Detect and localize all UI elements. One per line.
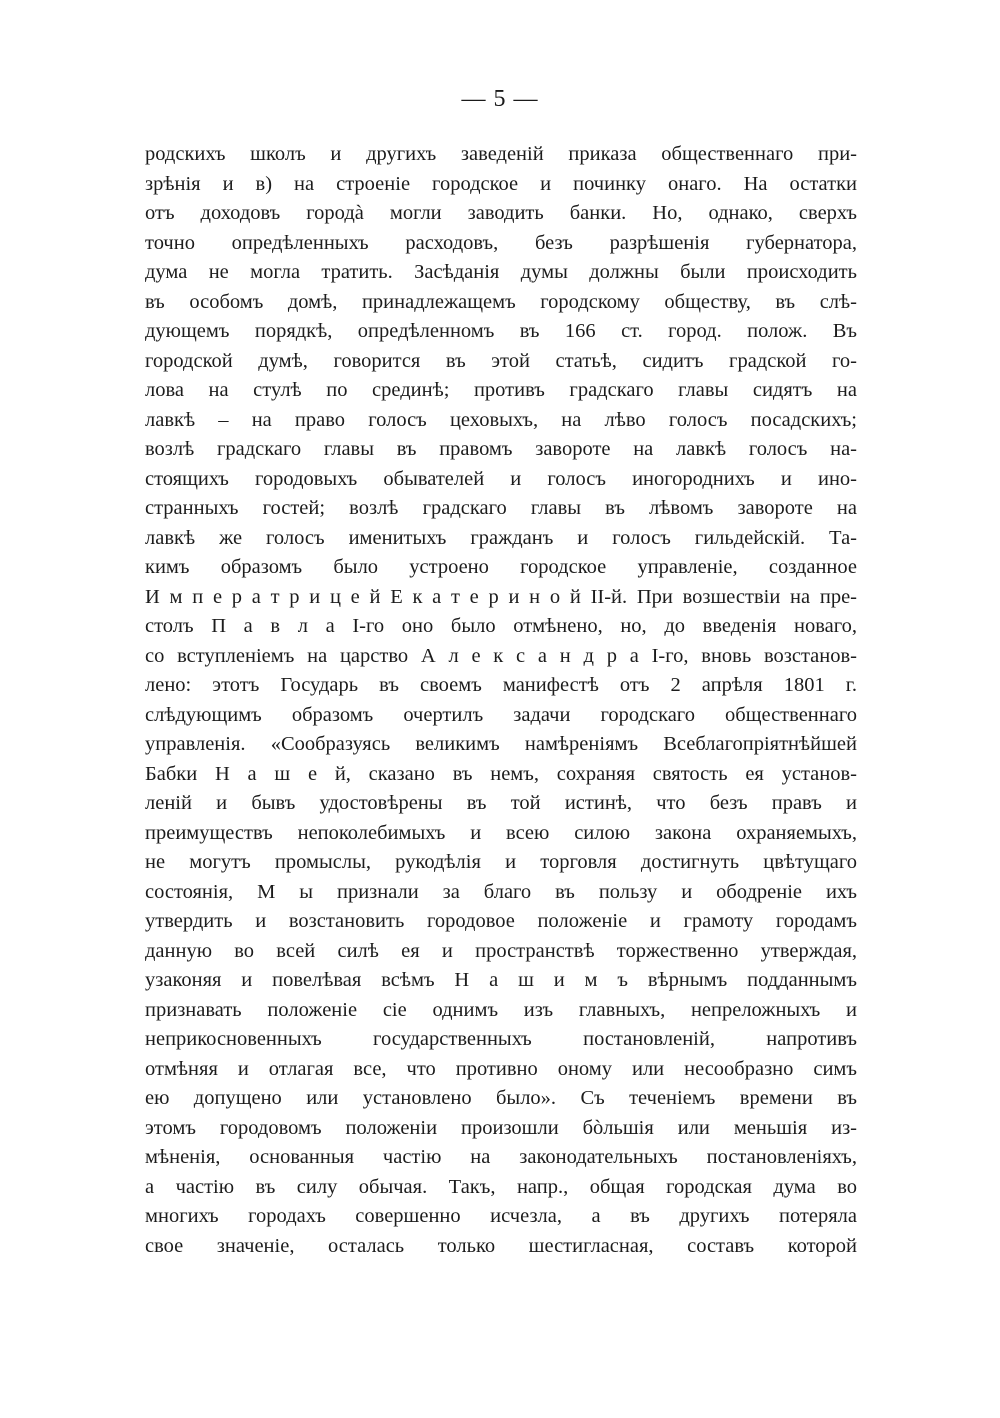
text-line: неприкосновенныхъ государственныхъ постановленій, напротивъ bbox=[145, 1028, 857, 1050]
text-line: столъ П а в л а I-го оно было отмѣнено, но, до введенія новаго, bbox=[145, 615, 857, 637]
text-line: данную во всей силѣ ея и пространствѣ торжественно утверждая, bbox=[145, 939, 857, 962]
text-line: городской думѣ, говорится въ этой статьѣ, сидитъ градской го- bbox=[145, 349, 857, 372]
text-line: управленія. «Сообразуясь великимъ намѣреніямъ Всеблагопріятнѣйшей bbox=[145, 733, 857, 755]
text-line: возлѣ градскаго главы въ правомъ завороте на лавкѣ голосъ на- bbox=[145, 438, 857, 460]
text-line: стоящихъ городовыхъ обывателей и голосъ иногороднихъ и ино- bbox=[145, 467, 857, 490]
text-line: лавкѣ – на право голосъ цеховыхъ, на лѣво голосъ посадскихъ; bbox=[145, 408, 857, 431]
text-line: кимъ образомъ было устроено городское управленіе, созданное bbox=[145, 556, 857, 578]
text-line: родскихъ школъ и другихъ заведеній приказа общественнаго при- bbox=[145, 143, 857, 165]
text-line: И м п е р а т р и ц е й Е к а т е р и н о й II-й. При возшествіи на пре- bbox=[145, 585, 857, 608]
text-line: дума не могла тратить. Засѣданія думы должны были происходить bbox=[145, 261, 857, 283]
text-line: узаконяя и повелѣвая всѣмъ Н а ш и м ъ вѣрнымъ подданнымъ bbox=[145, 969, 857, 991]
text-line: преимуществъ непоколебимыхъ и всею силою закона охраняемыхъ, bbox=[145, 821, 857, 844]
text-line: въ особомъ домѣ, принадлежащемъ городскому обществу, въ слѣ- bbox=[145, 290, 857, 313]
text-line: слѣдующимъ образомъ очертилъ задачи городскаго общественнаго bbox=[145, 703, 857, 726]
text-line: утвердить и возстановить городовое положеніе и грамоту городамъ bbox=[145, 910, 857, 932]
text-line: мѣненія, основанныя частію на законодательныхъ постановленіяхъ, bbox=[145, 1146, 857, 1168]
text-line: этомъ городовомъ положеніи произошли бòльшія или меньшія из- bbox=[145, 1116, 857, 1139]
text-line: признавать положеніе сіе однимъ изъ главныхъ, непреложныхъ и bbox=[145, 998, 857, 1021]
text-line: свое значеніе, осталась только шестигласная, составъ которой bbox=[145, 1234, 857, 1257]
text-line: а частію въ силу обычая. Такъ, напр., общая городская дума во bbox=[145, 1175, 857, 1198]
text-line: Бабки Н а ш е й, сказано въ немъ, сохраняя святость ея установ- bbox=[145, 762, 857, 785]
text-line: точно опредѣленныхъ расходовъ, безъ разрѣшенія губернатора, bbox=[145, 231, 857, 254]
text-line: не могутъ промыслы, рукодѣлія и торговля достигнуть цвѣтущаго bbox=[145, 851, 857, 873]
text-line: дующемъ порядкѣ, опредѣленномъ въ 166 ст. город. полож. Въ bbox=[145, 320, 857, 342]
text-line: лено: этотъ Государь въ своемъ манифестѣ отъ 2 апрѣля 1801 г. bbox=[145, 674, 857, 696]
text-line: странныхъ гостей; возлѣ градскаго главы въ лѣвомъ завороте на bbox=[145, 497, 857, 519]
text-line: леній и бывъ удостовѣрены въ той истинѣ, что безъ правъ и bbox=[145, 792, 857, 814]
text-line: со вступленіемъ на царство А л е к с а н д р а I-го, вновь возстанов- bbox=[145, 644, 857, 667]
text-line: лавкѣ же голосъ именитыхъ гражданъ и голосъ гильдейскій. Та- bbox=[145, 526, 857, 549]
text-line: ею допущено или установлено было». Съ теченіемъ времени въ bbox=[145, 1087, 857, 1109]
page-number: — 5 — bbox=[461, 86, 539, 112]
text-line: многихъ городахъ совершенно исчезла, а въ другихъ потеряла bbox=[145, 1205, 857, 1227]
text-line: лова на стулѣ по срединѣ; противъ градскаго главы сидятъ на bbox=[145, 379, 857, 401]
text-line: зрѣнія и в) на строеніе городское и починку онаго. На остатки bbox=[145, 172, 857, 195]
text-line: отмѣняя и отлагая все, что противно оному или несообразно симъ bbox=[145, 1057, 857, 1080]
text-line: отъ доходовъ городà могли заводить банки. Но, однако, сверхъ bbox=[145, 202, 857, 224]
body-text bbox=[145, 140, 857, 1261]
text-line: состоянія, М ы признали за благо въ пользу и ободреніе ихъ bbox=[145, 880, 857, 903]
